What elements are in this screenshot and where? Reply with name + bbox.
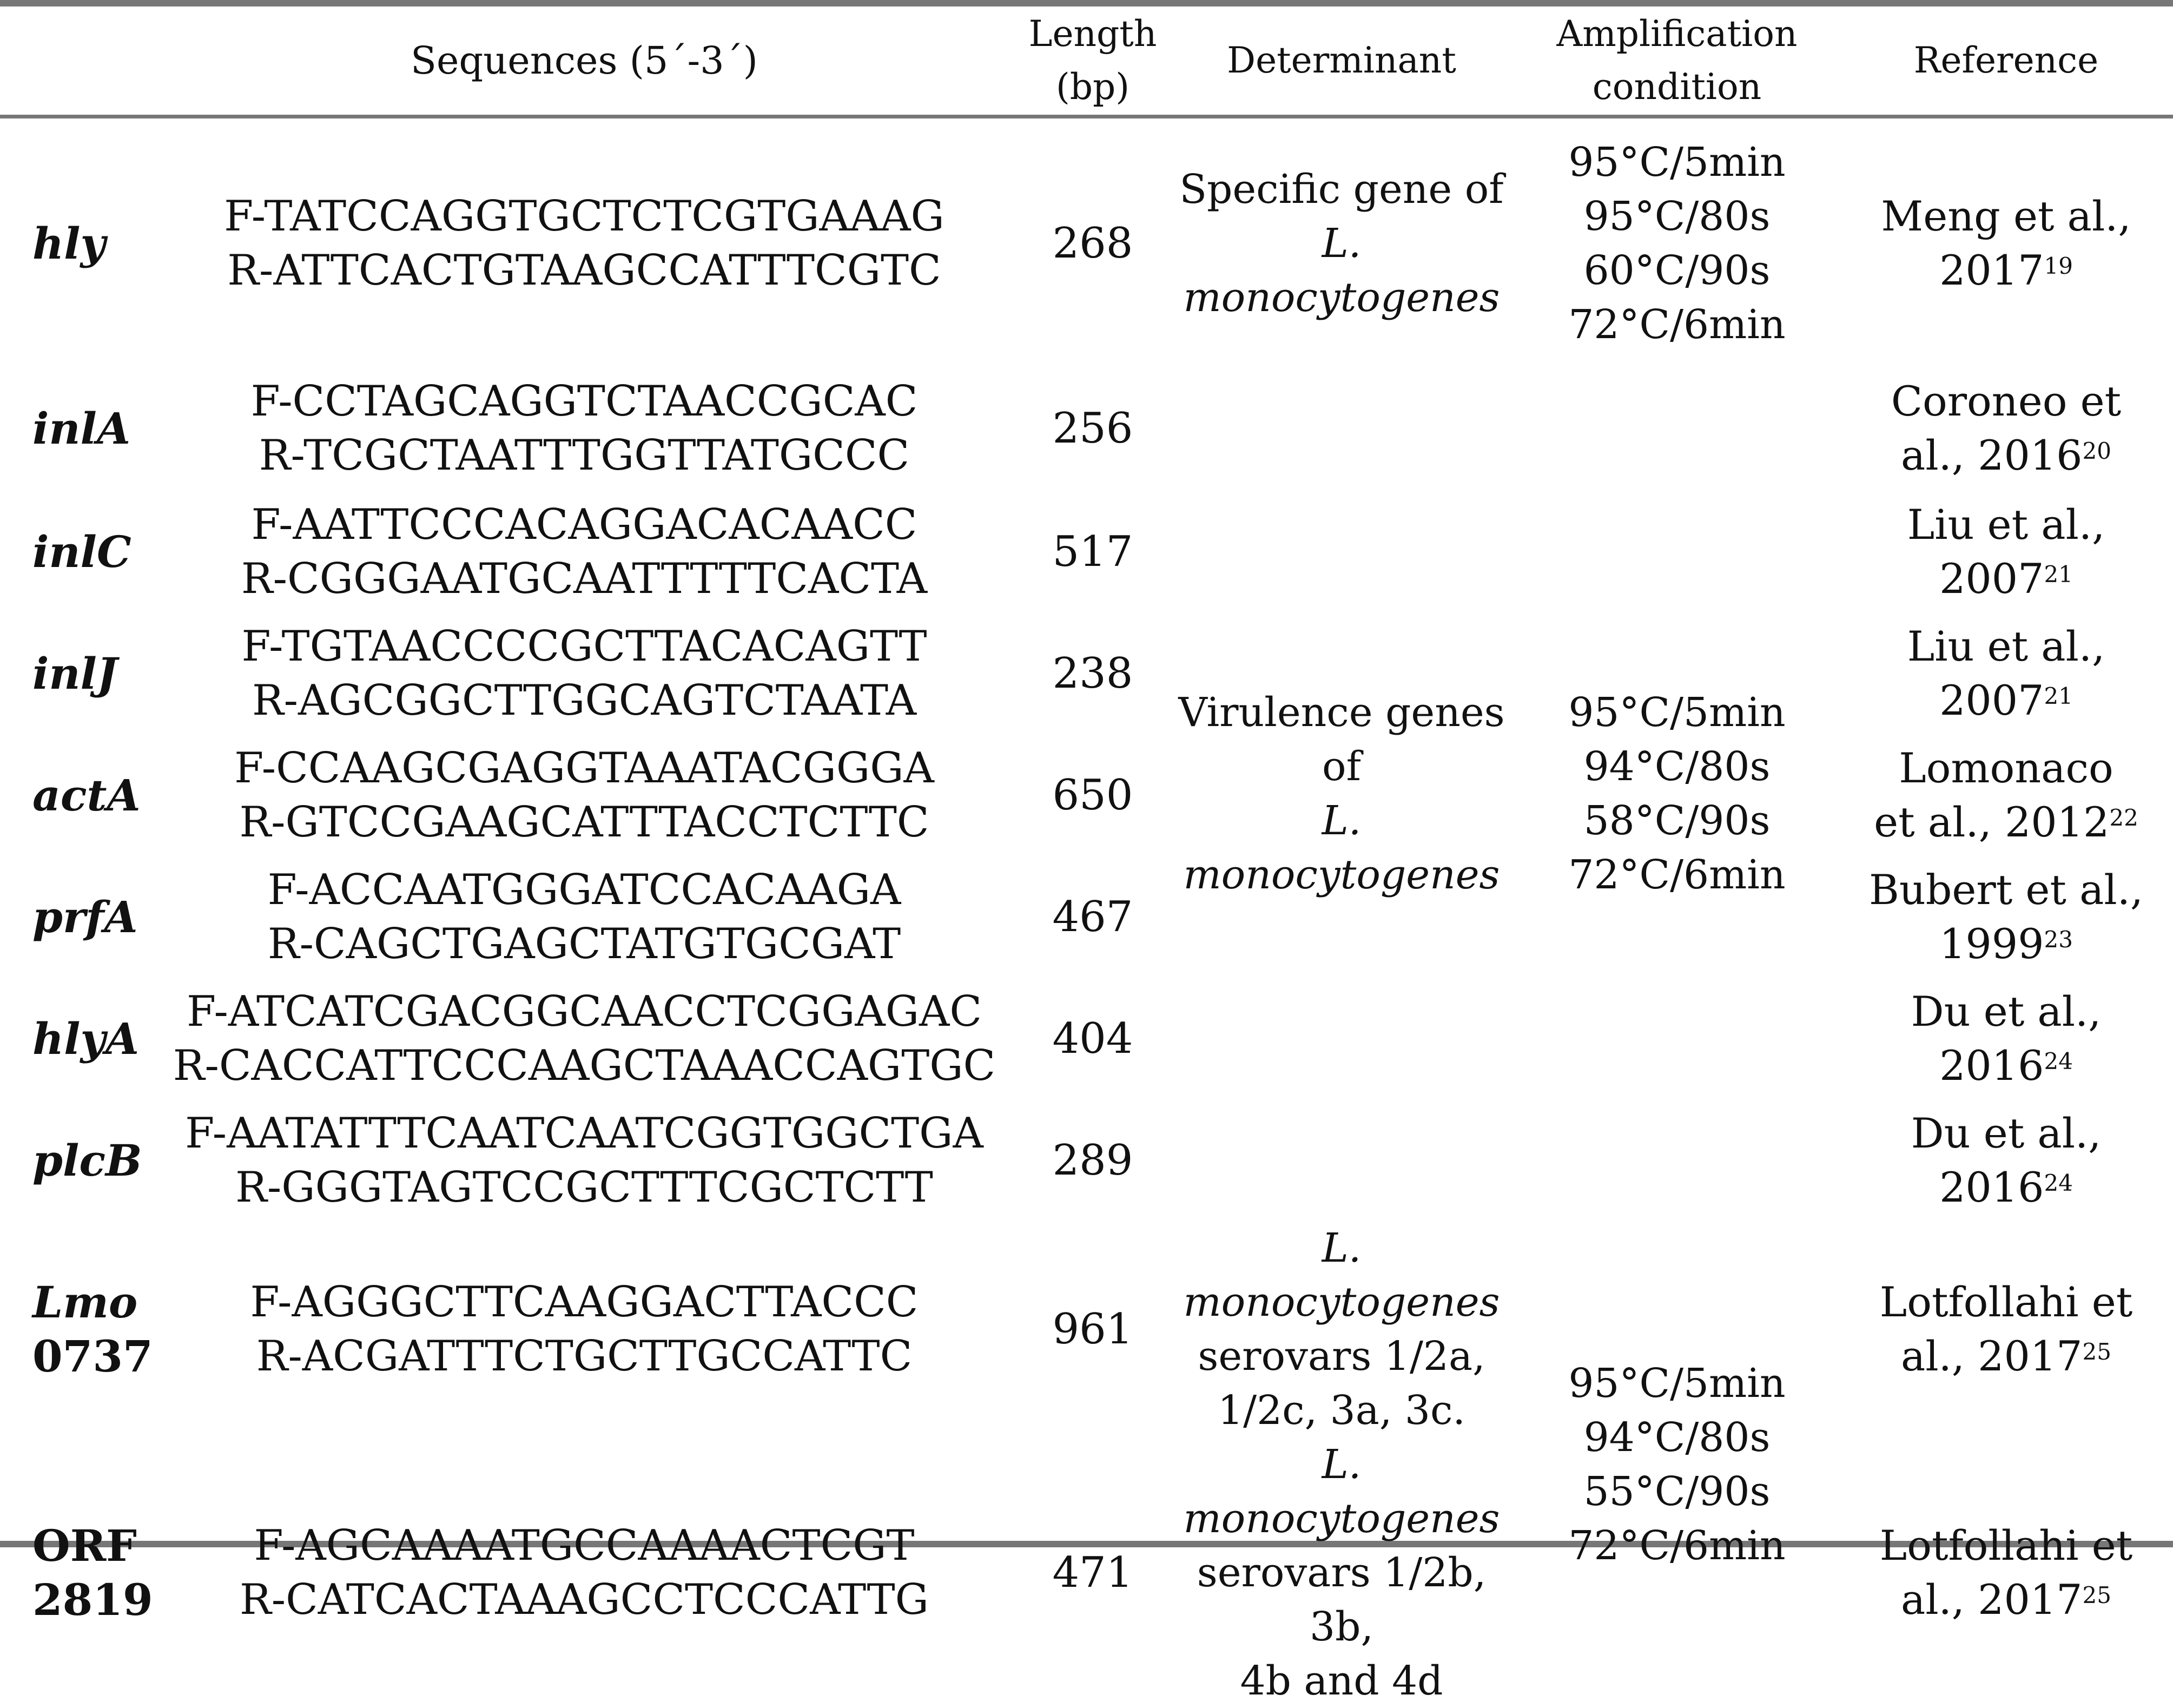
forward-primer: F-CCTAGCAGGTCTAACCGCAC (250, 377, 918, 426)
forward-primer: F-AATATTTCAATCAATCGGTGGCTGA (185, 1109, 983, 1158)
reverse-primer: R-CGGGAATGCAATTTTTCACTA (241, 554, 928, 603)
forward-primer: F-ATCATCGACGGCAACCTCGGAGAC (186, 987, 982, 1036)
reference-line2: 1999 (1939, 919, 2044, 968)
forward-primer: F-AGGGCTTCAAGGACTTACCC (250, 1278, 919, 1327)
forward-primer: F-TATCCAGGTGCTCTCGTGAAAG (224, 192, 945, 241)
header-amp-line2: condition (1592, 66, 1762, 108)
header-gene (0, 6, 151, 115)
reference-line2: 2007 (1939, 554, 2044, 603)
length-cell: 650 (1052, 770, 1133, 820)
reverse-primer: R-CACCATTCCCAAGCTAAACCAGTGC (173, 1041, 996, 1090)
reference-cell (1839, 1221, 2173, 1437)
gene-name-line2: 0737 (32, 1331, 153, 1382)
gene-name: inlJ (32, 648, 117, 699)
sequence-cell (151, 734, 1017, 856)
reference-citation: 25 (2082, 1338, 2111, 1365)
table-row (0, 120, 2173, 366)
amp-step: 94°C/80s (1583, 1414, 1771, 1461)
determinant-species-2: monocytogenes (1183, 274, 1500, 321)
determinant-species: L. monocytogenes (1183, 1225, 1500, 1325)
forward-primer: F-AATTCCCACAGGACACAACC (251, 500, 917, 549)
amp-step: 60°C/90s (1583, 247, 1771, 294)
amp-step: 72°C/6min (1568, 301, 1786, 348)
determinant-species: L. monocytogenes (1183, 1441, 1500, 1542)
reference-citation: 22 (2109, 804, 2138, 831)
reverse-primer: R-AGCGGCTTGGCAGTCTAATA (252, 676, 917, 725)
length-cell: 404 (1052, 1014, 1133, 1063)
table-row (0, 1221, 2173, 1437)
sequence-cell (151, 1221, 1017, 1437)
table-row (0, 612, 2173, 734)
amplification-cell (1515, 120, 1839, 366)
reference-cell (1839, 856, 2173, 978)
gene-name-line2: 2819 (32, 1574, 153, 1625)
length-cell: 238 (1052, 649, 1133, 698)
determinant-text-2: 4b and 4d (1240, 1658, 1443, 1704)
amplification-cell (1515, 366, 1839, 1221)
primer-table (0, 6, 2173, 115)
length-cell: 268 (1052, 219, 1133, 268)
sequence-cell (151, 612, 1017, 734)
reference-cell (1839, 1437, 2173, 1708)
header-amp-line1: Amplification (1556, 13, 1798, 55)
reference-line1: Lomonaco (1899, 743, 2113, 792)
gene-name: hlyA (32, 1013, 140, 1064)
determinant-text: serovars 1/2a, (1198, 1333, 1485, 1380)
reference-cell (1839, 1099, 2173, 1221)
reference-citation: 20 (2082, 438, 2111, 464)
gene-name-line1: Lmo (32, 1277, 138, 1328)
gene-name: inlC (32, 526, 131, 577)
header-length-line2: (bp) (1056, 66, 1130, 108)
determinant-text: Virulence genes of (1178, 689, 1505, 790)
table-row (0, 366, 2173, 491)
reference-line2: 2016 (1939, 1041, 2044, 1090)
determinant-cell (1168, 1221, 1515, 1437)
reverse-primer: R-CATCACTAAAGCCTCCCATTG (240, 1575, 929, 1624)
forward-primer: F-CCAAGCGAGGTAAATACGGGA (234, 743, 934, 793)
top-rule (0, 0, 2173, 6)
reference-line1: Lotfollahi et (1879, 1278, 2133, 1326)
reference-line2: al., 2017 (1901, 1332, 2083, 1380)
reference-cell (1839, 734, 2173, 856)
gene-name: plcB (32, 1135, 142, 1186)
table-row (0, 734, 2173, 856)
forward-primer: F-AGCAAAATGCCAAAACTCGT (254, 1521, 915, 1570)
reverse-primer: R-ACGATTTCTGCTTGCCATTC (256, 1332, 913, 1381)
determinant-species: L. (1322, 220, 1362, 267)
header-reference: Reference (1913, 39, 2099, 81)
reverse-primer: R-ATTCACTGTAAGCCATTTCGTC (227, 246, 941, 295)
reference-line1: Du et al., (1911, 987, 2102, 1036)
reference-citation: 24 (2044, 1169, 2073, 1196)
reference-cell (1839, 120, 2173, 366)
sequence-cell (151, 1099, 1017, 1221)
determinant-cell (1168, 1437, 1515, 1708)
table-row (0, 1437, 2173, 1708)
header-rule (0, 115, 2173, 118)
determinant-cell (1168, 120, 1515, 366)
header-length-line1: Length (1028, 13, 1157, 55)
reference-citation: 25 (2082, 1582, 2111, 1608)
sequence-cell (151, 1437, 1017, 1708)
sequence-cell (151, 120, 1017, 366)
header-determinant: Determinant (1227, 39, 1456, 81)
reference-line2: 2016 (1939, 1163, 2044, 1211)
length-cell: 471 (1052, 1548, 1133, 1597)
sequence-cell (151, 366, 1017, 491)
forward-primer: F-TGTAACCCCGCTTACACAGTT (241, 622, 927, 671)
gene-name (0, 1221, 151, 1437)
table-row (0, 1099, 2173, 1221)
table-row (0, 491, 2173, 612)
determinant-text-2: 1/2c, 3a, 3c. (1218, 1387, 1465, 1434)
amp-step: 72°C/6min (1568, 852, 1786, 898)
amp-step: 55°C/90s (1583, 1468, 1771, 1515)
sequence-cell (151, 491, 1017, 612)
reverse-primer: R-GGGTAGTCCGCTTTCGCTCTT (235, 1163, 933, 1212)
reference-line2: al., 2017 (1901, 1575, 2083, 1624)
length-cell: 256 (1052, 404, 1133, 453)
reference-line2: 2017 (1939, 246, 2044, 294)
determinant-text: Specific gene of (1179, 166, 1504, 213)
length-cell: 467 (1052, 892, 1133, 941)
amp-step: 72°C/6min (1568, 1522, 1786, 1569)
gene-name: inlA (32, 403, 131, 454)
table-header-row (0, 6, 2173, 115)
gene-name: hly (32, 217, 106, 269)
reference-line1: Liu et al., (1907, 500, 2105, 549)
reference-citation: 19 (2044, 252, 2073, 279)
reference-citation: 21 (2044, 682, 2073, 709)
header-amplification (1515, 6, 1839, 115)
reference-cell (1839, 366, 2173, 491)
amp-step: 95°C/80s (1583, 193, 1771, 240)
determinant-species: L. monocytogenes (1183, 797, 1500, 898)
amp-step: 95°C/5min (1568, 139, 1786, 186)
forward-primer: F-ACCAATGGGATCCACAAGA (267, 865, 901, 914)
reference-cell (1839, 491, 2173, 612)
primer-table-body (0, 120, 2173, 1708)
header-length (1017, 6, 1168, 115)
reference-citation: 21 (2044, 560, 2073, 588)
length-cell: 289 (1052, 1136, 1133, 1185)
sequence-cell (151, 978, 1017, 1099)
reference-citation: 24 (2044, 1047, 2073, 1074)
reference-line1: Bubert et al., (1868, 865, 2144, 914)
reverse-primer: R-GTCCGAAGCATTTACCTCTTC (239, 797, 929, 847)
reference-line1: Liu et al., (1907, 622, 2105, 670)
reference-cell (1839, 612, 2173, 734)
amp-step: 95°C/5min (1568, 1360, 1786, 1407)
header-sequences: Sequences (5´-3´) (411, 38, 758, 83)
reference-line2: 2007 (1939, 676, 2044, 724)
length-cell: 961 (1052, 1305, 1133, 1354)
reference-line1: Du et al., (1911, 1109, 2102, 1157)
length-cell: 517 (1052, 527, 1133, 576)
reference-line1: Lotfollahi et (1879, 1521, 2133, 1569)
gene-name (0, 1437, 151, 1708)
amp-step: 95°C/5min (1568, 689, 1786, 736)
amplification-cell (1515, 1221, 1839, 1708)
reference-line1: Coroneo et (1891, 377, 2122, 425)
sequence-cell (151, 856, 1017, 978)
reference-line2: et al., 2012 (1874, 797, 2110, 846)
reference-line1: Meng et al., (1881, 192, 2131, 240)
determinant-cell-vir (1168, 366, 1515, 1221)
amp-step: 94°C/80s (1583, 743, 1771, 790)
table-row (0, 856, 2173, 978)
gene-name: actA (32, 769, 141, 821)
gene-name: prfA (32, 891, 138, 942)
gene-name-line1: ORF (32, 1520, 137, 1571)
reference-cell (1839, 978, 2173, 1099)
reference-line2: al., 2016 (1901, 431, 2083, 479)
reverse-primer: R-TCGCTAATTTGGTTATGCCC (259, 431, 910, 480)
amp-step: 58°C/90s (1583, 797, 1771, 844)
reverse-primer: R-CAGCTGAGCTATGTGCGAT (267, 919, 901, 968)
determinant-text: serovars 1/2b, 3b, (1197, 1549, 1487, 1650)
table-row (0, 978, 2173, 1099)
reference-citation: 23 (2044, 926, 2073, 953)
